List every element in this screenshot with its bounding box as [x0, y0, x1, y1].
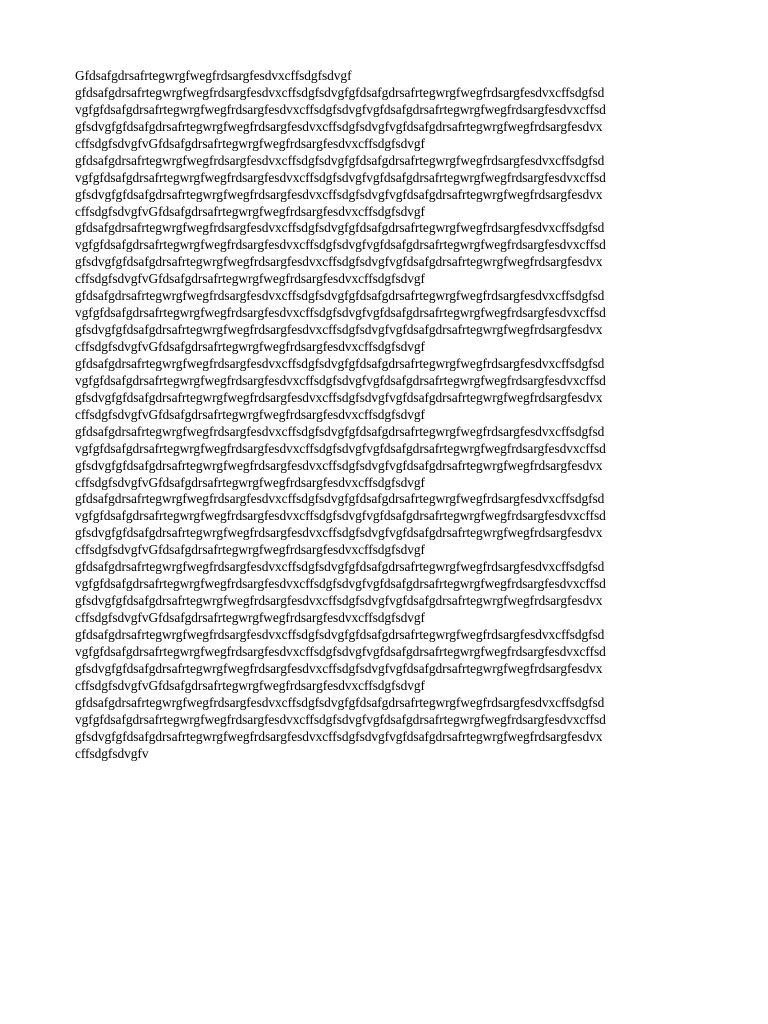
text-line: gfdsafgdrsafrtegwrgfwegfrdsargfesdvxcffsdgfsdvgfgfdsafgdrsafrtegwrgfwegfrdsargfesdvxcffsdgfsd	[75, 694, 605, 710]
text-line: cffsdgfsdvgfvGfdsafgdrsafrtegwrgfwegfrdsargfesdvxcffsdgfsdvgf	[75, 542, 425, 558]
text-line: vgfgfdsafgdrsafrtegwrgfwegfrdsargfesdvxcffsdgfsdvgfvgfdsafgdrsafrtegwrgfwegfrdsargfesdvxcffsd	[75, 372, 606, 388]
text-line: gfsdvgfgfdsafgdrsafrtegwrgfwegfrdsargfesdvxcffsdgfsdvgfvgfdsafgdrsafrtegwrgfwegfrdsargfesdvx	[75, 254, 603, 270]
text-line: gfsdvgfgfdsafgdrsafrtegwrgfwegfrdsargfesdvxcffsdgfsdvgfvgfdsafgdrsafrtegwrgfwegfrdsargfesdvx	[75, 728, 603, 744]
text-line: gfdsafgdrsafrtegwrgfwegfrdsargfesdvxcffsdgfsdvgfgfdsafgdrsafrtegwrgfwegfrdsargfesdvxcffsdgfsd	[75, 152, 605, 168]
text-line: gfdsafgdrsafrtegwrgfwegfrdsargfesdvxcffsdgfsdvgfgfdsafgdrsafrtegwrgfwegfrdsargfesdvxcffsdgfsd	[75, 355, 605, 371]
text-line: vgfgfdsafgdrsafrtegwrgfwegfrdsargfesdvxcffsdgfsdvgfvgfdsafgdrsafrtegwrgfwegfrdsargfesdvxcffsd	[75, 576, 606, 592]
text-line: vgfgfdsafgdrsafrtegwrgfwegfrdsargfesdvxcffsdgfsdvgfvgfdsafgdrsafrtegwrgfwegfrdsargfesdvxcffsd	[75, 169, 606, 185]
text-line: vgfgfdsafgdrsafrtegwrgfwegfrdsargfesdvxcffsdgfsdvgfvgfdsafgdrsafrtegwrgfwegfrdsargfesdvxcffsd	[75, 101, 606, 117]
text-line: cffsdgfsdvgfvGfdsafgdrsafrtegwrgfwegfrdsargfesdvxcffsdgfsdvgf	[75, 677, 425, 693]
text-line: Gfdsafgdrsafrtegwrgfwegfrdsargfesdvxcffsdgfsdvgf	[75, 68, 352, 83]
text-line: cffsdgfsdvgfvGfdsafgdrsafrtegwrgfwegfrdsargfesdvxcffsdgfsdvgf	[75, 406, 425, 422]
text-line: vgfgfdsafgdrsafrtegwrgfwegfrdsargfesdvxcffsdgfsdvgfvgfdsafgdrsafrtegwrgfwegfrdsargfesdvxcffsd	[75, 643, 606, 659]
text-line: gfsdvgfgfdsafgdrsafrtegwrgfwegfrdsargfesdvxcffsdgfsdvgfvgfdsafgdrsafrtegwrgfwegfrdsargfesdvx	[75, 660, 603, 676]
text-line: cffsdgfsdvgfvGfdsafgdrsafrtegwrgfwegfrdsargfesdvxcffsdgfsdvgf	[75, 610, 425, 625]
text-line: gfdsafgdrsafrtegwrgfwegfrdsargfesdvxcffsdgfsdvgfgfdsafgdrsafrtegwrgfwegfrdsargfesdvxcffsdgfsd	[75, 84, 605, 100]
text-line: gfsdvgfgfdsafgdrsafrtegwrgfwegfrdsargfesdvxcffsdgfsdvgfvgfdsafgdrsafrtegwrgfwegfrdsargfesdvx	[75, 457, 603, 473]
text-line: cffsdgfsdvgfvGfdsafgdrsafrtegwrgfwegfrdsargfesdvxcffsdgfsdvgf	[75, 203, 425, 219]
text-line: vgfgfdsafgdrsafrtegwrgfwegfrdsargfesdvxcffsdgfsdvgfvgfdsafgdrsafrtegwrgfwegfrdsargfesdvxcffsd	[75, 237, 606, 253]
text-line: vgfgfdsafgdrsafrtegwrgfwegfrdsargfesdvxcffsdgfsdvgfvgfdsafgdrsafrtegwrgfwegfrdsargfesdvxcffsd	[75, 440, 606, 456]
text-line: cffsdgfsdvgfvGfdsafgdrsafrtegwrgfwegfrdsargfesdvxcffsdgfsdvgf	[75, 339, 425, 354]
text-line: cffsdgfsdvgfv	[75, 745, 149, 761]
text-line: vgfgfdsafgdrsafrtegwrgfwegfrdsargfesdvxcffsdgfsdvgfvgfdsafgdrsafrtegwrgfwegfrdsargfesdvxcffsd	[75, 508, 606, 524]
text-line: gfdsafgdrsafrtegwrgfwegfrdsargfesdvxcffsdgfsdvgfgfdsafgdrsafrtegwrgfwegfrdsargfesdvxcffsdgfsd	[75, 423, 605, 439]
text-line: gfsdvgfgfdsafgdrsafrtegwrgfwegfrdsargfesdvxcffsdgfsdvgfvgfdsafgdrsafrtegwrgfwegfrdsargfesdvx	[75, 389, 603, 405]
text-line: gfdsafgdrsafrtegwrgfwegfrdsargfesdvxcffsdgfsdvgfgfdsafgdrsafrtegwrgfwegfrdsargfesdvxcffsdgfsd	[75, 288, 605, 304]
text-line: gfdsafgdrsafrtegwrgfwegfrdsargfesdvxcffsdgfsdvgfgfdsafgdrsafrtegwrgfwegfrdsargfesdvxcffsdgfsd	[75, 491, 605, 507]
text-line: gfsdvgfgfdsafgdrsafrtegwrgfwegfrdsargfesdvxcffsdgfsdvgfvgfdsafgdrsafrtegwrgfwegfrdsargfesdvx	[75, 118, 603, 134]
text-line: vgfgfdsafgdrsafrtegwrgfwegfrdsargfesdvxcffsdgfsdvgfvgfdsafgdrsafrtegwrgfwegfrdsargfesdvxcffsd	[75, 305, 606, 321]
text-line: vgfgfdsafgdrsafrtegwrgfwegfrdsargfesdvxcffsdgfsdvgfvgfdsafgdrsafrtegwrgfwegfrdsargfesdvxcffsd	[75, 711, 606, 727]
text-line: cffsdgfsdvgfvGfdsafgdrsafrtegwrgfwegfrdsargfesdvxcffsdgfsdvgf	[75, 474, 425, 490]
text-line: gfsdvgfgfdsafgdrsafrtegwrgfwegfrdsargfesdvxcffsdgfsdvgfvgfdsafgdrsafrtegwrgfwegfrdsargfesdvx	[75, 186, 603, 202]
text-line: gfdsafgdrsafrtegwrgfwegfrdsargfesdvxcffsdgfsdvgfgfdsafgdrsafrtegwrgfwegfrdsargfesdvxcffsdgfsd	[75, 220, 605, 236]
text-line: gfsdvgfgfdsafgdrsafrtegwrgfwegfrdsargfesdvxcffsdgfsdvgfvgfdsafgdrsafrtegwrgfwegfrdsargfesdvx	[75, 525, 603, 541]
text-line: cffsdgfsdvgfvGfdsafgdrsafrtegwrgfwegfrdsargfesdvxcffsdgfsdvgf	[75, 135, 425, 151]
text-line: gfsdvgfgfdsafgdrsafrtegwrgfwegfrdsargfesdvxcffsdgfsdvgfvgfdsafgdrsafrtegwrgfwegfrdsargfesdvx	[75, 593, 603, 609]
body-text	[75, 68, 715, 762]
text-line: gfsdvgfgfdsafgdrsafrtegwrgfwegfrdsargfesdvxcffsdgfsdvgfvgfdsafgdrsafrtegwrgfwegfrdsargfesdvx	[75, 322, 603, 338]
text-line: gfdsafgdrsafrtegwrgfwegfrdsargfesdvxcffsdgfsdvgfgfdsafgdrsafrtegwrgfwegfrdsargfesdvxcffsdgfsd	[75, 559, 605, 575]
text-line: gfdsafgdrsafrtegwrgfwegfrdsargfesdvxcffsdgfsdvgfgfdsafgdrsafrtegwrgfwegfrdsargfesdvxcffsdgfsd	[75, 626, 605, 642]
text-line: cffsdgfsdvgfvGfdsafgdrsafrtegwrgfwegfrdsargfesdvxcffsdgfsdvgf	[75, 271, 425, 287]
